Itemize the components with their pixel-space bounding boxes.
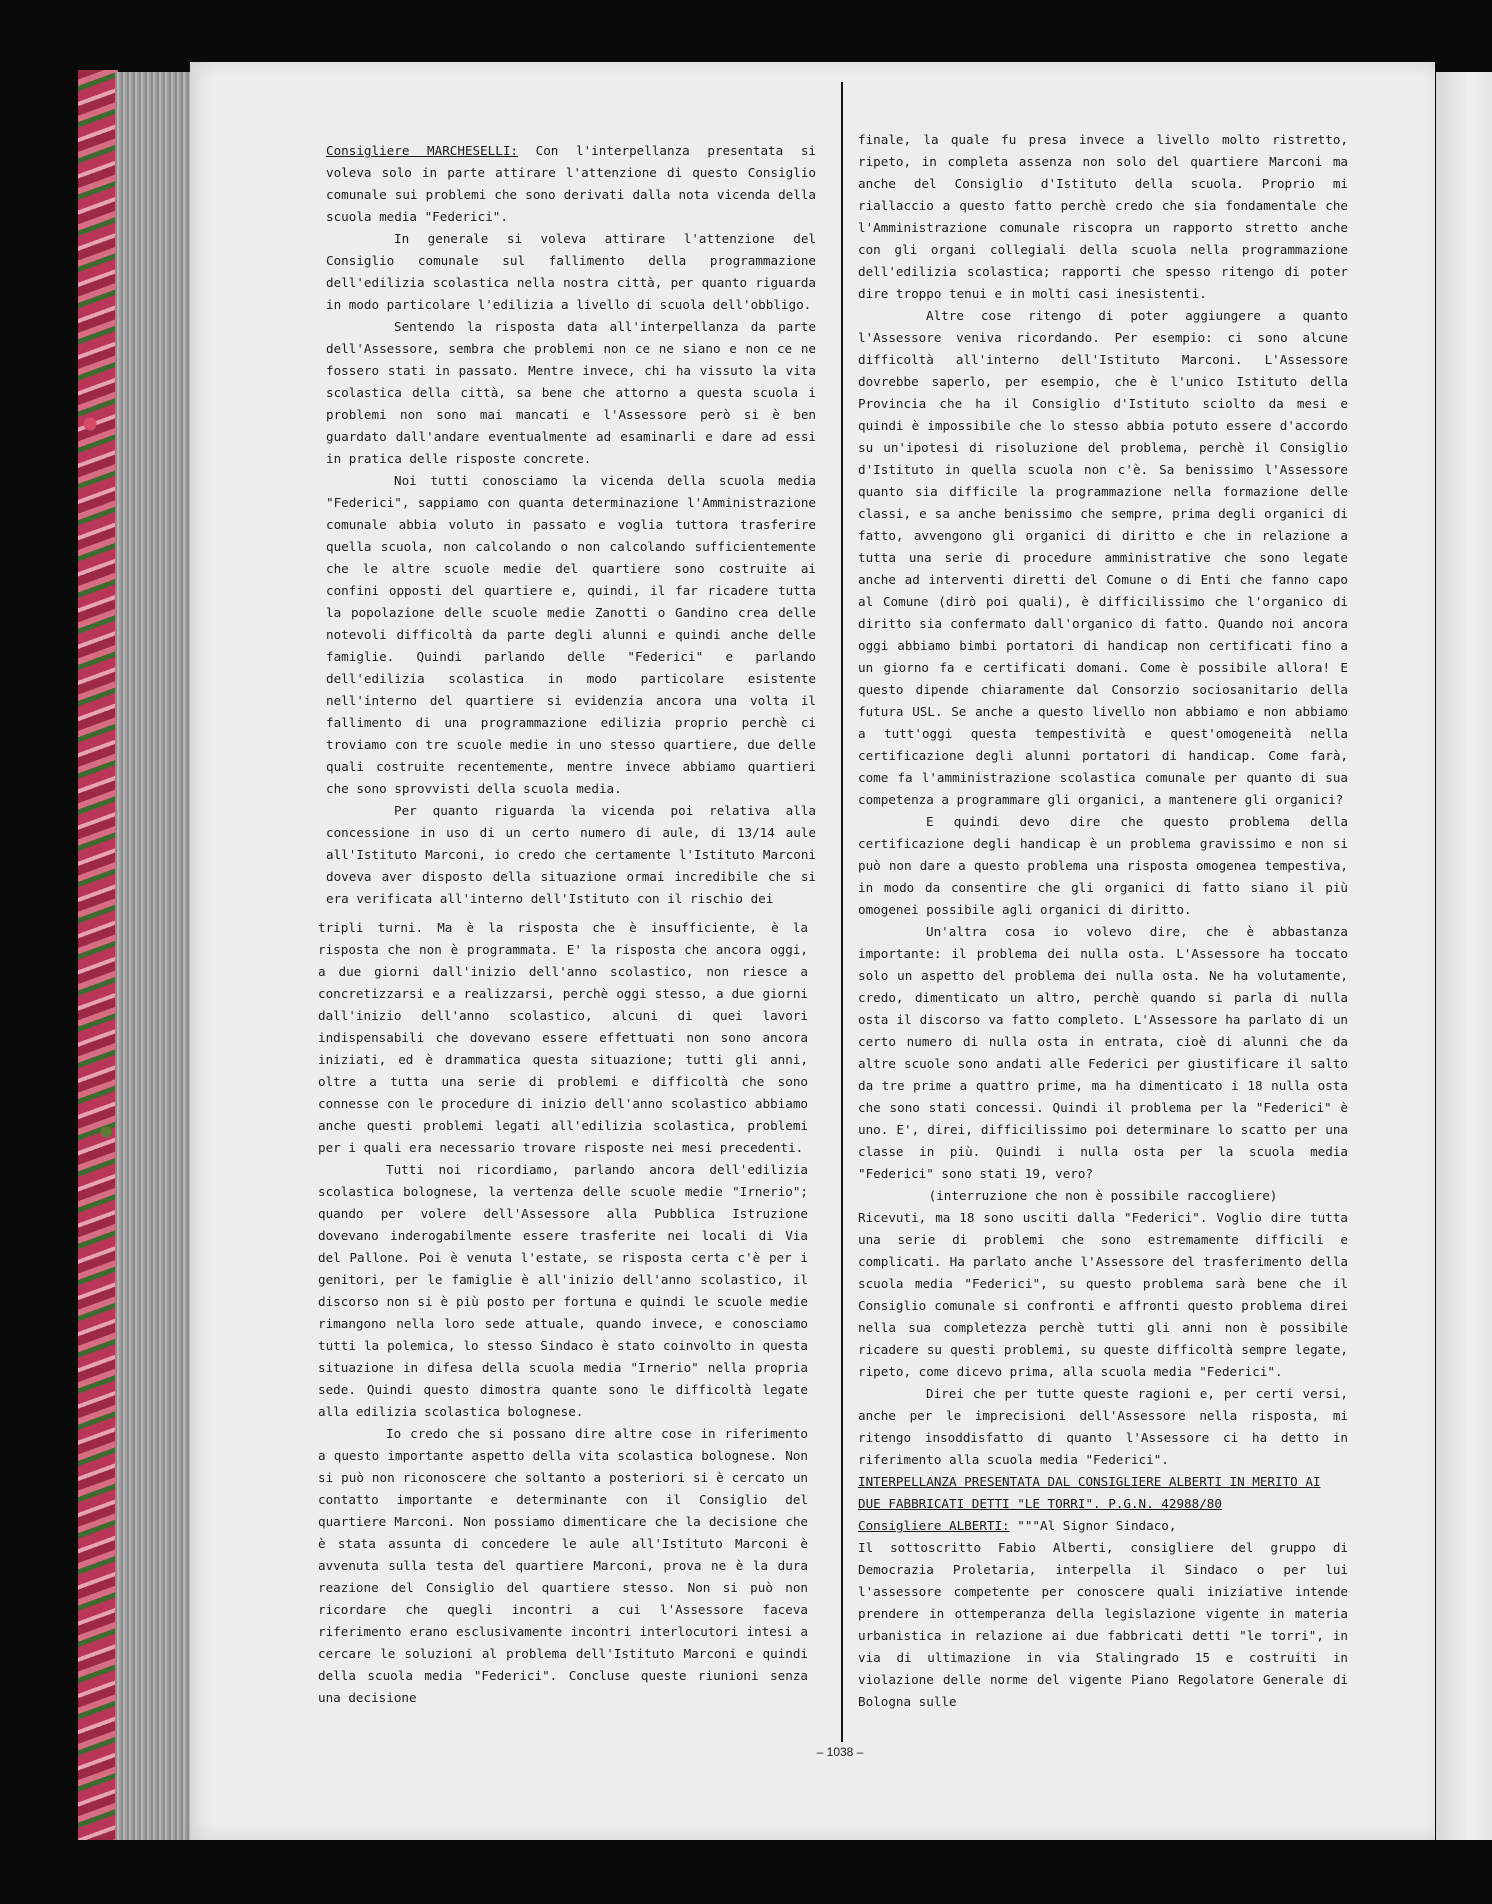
- paragraph-text: Con l'interpellanza presentata si voleva solo in parte attirare l'attenzione di questo Consiglio comunale sui problemi che sono derivati dalla nota vicenda della scuola media "Federici".: [326, 143, 816, 224]
- left-column-bottom: [318, 917, 808, 1709]
- interruption-note: (interruzione che non è possibile raccogliere): [928, 1188, 1278, 1203]
- paragraph: Sentendo la risposta data all'interpellanza da parte dell'Assessore, sembra che problemi non ce ne siano e non ce ne fossero stati in passato. Mentre invece, chi ha vissuto la vita scolastica della città, sa bene che attorno a questa scuola i problemi non sono mai mancati e l'Assessore però si è ben guardato dall'andare eventualmente ad esaminarli e dare ad essi in pratica delle risposte concrete.: [326, 319, 816, 466]
- paragraph: Ricevuti, ma 18 sono usciti dalla "Federici". Voglio dire tutta una serie di problemi che sono estremamente difficili e complicati. Ha parlato anche l'Assessore del trasferimento della scuola media "Federici", su questo problema sarà bene che il Consiglio comunale si confronti e affronti questo problema direi nella sua completezza perchè tutti gli anni non è possibile ricadere su questi problemi, su queste difficoltà sempre legate, ripeto, come dicevo prima, alla scuola media "Federici".: [858, 1210, 1348, 1379]
- paragraph: In generale si voleva attirare l'attenzione del Consiglio comunale sul fallimento della programmazione dell'edilizia scolastica nella nostra città, per quanto riguarda in modo particolare l'edilizia a livello di scuola dell'obbligo.: [326, 231, 816, 312]
- paragraph: finale, la quale fu presa invece a livello molto ristretto, ripeto, in completa assenza non solo del quartiere Marconi ma anche del Consiglio d'Istituto della scuola. Proprio mi riallaccio a questo fatto perchè credo che sia fondamentale che l'Amministrazione comunale riscopra un rapporto stretto anche con gli organi collegiali della scuola nella programmazione dell'edilizia scolastica; rapporti che spesso ritengo di poter dire troppo tenui e in molti casi inesistenti.: [858, 132, 1348, 301]
- paragraph: E quindi devo dire che questo problema della certificazione degli handicap è un problema gravissimo e non si può non dare a questo problema una risposta omogenea tempestiva, in modo da consentire che gli organici di fatto siano il più omogenei possibile agli organici di diritto.: [858, 814, 1348, 917]
- paragraph-text: """Al Signor Sindaco,: [1009, 1518, 1177, 1533]
- paragraph: [858, 1515, 1348, 1537]
- next-page-edge: [1436, 72, 1492, 1840]
- paragraph: tripli turni. Ma è la risposta che è insufficiente, è la risposta che non è programmata. E' la risposta che ancora oggi, a due giorni dall'inizio dell'anno scolastico, non riesce a concretizzarsi e a realizzarsi, perchè oggi stesso, a due giorni dall'inizio dell'anno scolastico, alcuni di quei lavori indispensabili che dovevano essere effettuati non sono ancora iniziati, ed è drammatica questa situazione; tutti gli anni, oltre a tutta una serie di problemi e difficoltà che sono connesse con le procedure di inizio dell'anno scolastico abbiamo anche questi problemi legati all'edilizia scolastica, problemi per i quali era necessario trovare risposte nei mesi precedenti.: [318, 920, 808, 1155]
- paragraph: Io credo che si possano dire altre cose in riferimento a questo importante aspetto della vita scolastica bolognese. Non si può non riconoscere che soltanto a posteriori si è cercato un contatto importante e determinante con il Consiglio del quartiere Marconi. Non possiamo dimenticare che la decisione che è stata assunta di concedere le aule all'Istituto Marconi è avvenuta sulla testa del quartiere Marconi, prova ne è la dura reazione del Consiglio del quartiere stesso. Non si può non ricordare che quegli incontri a cui l'Assessore faceva riferimento erano esclusivamente incontri interlocutori intesi a cercare le soluzioni al problema dell'Istituto Marconi e quindi della scuola media "Federici". Concluse queste riunioni senza una decisione: [318, 1426, 808, 1705]
- left-column-top: [326, 140, 816, 910]
- column-divider: [841, 82, 843, 1742]
- page-number: – 1038 –: [816, 1745, 864, 1759]
- paragraph: Tutti noi ricordiamo, parlando ancora dell'edilizia scolastica bolognese, la vertenza delle scuole medie "Irnerio"; quando per volere dell'Assessore alla Pubblica Istruzione dovevano inderogabilmente essere trasferite nei locali di Via del Pallone. Poi è venuta l'estate, se risposta certa c'è per i genitori, per le famiglie è all'inizio dell'anno scolastico, il discorso non si è più posto per fortuna e quindi le scuole medie rimangono nella loro sede attuale, quando invece, e conosciamo tutti la polemica, lo stesso Sindaco è stato coinvolto in questa situazione in difesa della scuola media "Irnerio" nella propria sede. Quindi questo dimostra quante sono le difficoltà legate alla edilizia scolastica bolognese.: [318, 1162, 808, 1419]
- paragraph: Direi che per tutte queste ragioni e, per certi versi, anche per le imprecisioni dell'Assessore nella risposta, mi ritengo insoddisfatto di quanto l'Assessore ci ha detto in riferimento alla scuola media "Federici".: [858, 1386, 1348, 1467]
- page-stack-edge: [115, 72, 200, 1840]
- right-column: [858, 129, 1348, 1713]
- section-heading: INTERPELLANZA PRESENTATA DAL CONSIGLIERE ALBERTI IN MERITO AI DUE FABBRICATI DETTI "LE TORRI". P.G.N. 42988/80: [858, 1474, 1321, 1511]
- paragraph: [326, 140, 816, 228]
- paragraph: Noi tutti conosciamo la vicenda della scuola media "Federici", sappiamo con quanta determinazione l'Amministrazione comunale abbia voluto in passato e voglia tuttora trasferire quella scuola, non calcolando o non calcolando sufficientemente che le altre scuole medie del quartiere sono costruite ai confini opposti del quartiere e, quindi, il far ricadere tutta la popolazione delle scuole medie Zanotti o Gandino crea delle notevoli difficoltà da parte degli alunni e quindi anche delle famiglie. Quindi parlando delle "Federici" e parlando dell'edilizia scolastica in modo particolare esistente nell'interno del quartiere si evidenzia ancora una volta il fallimento di una programmazione edilizia proprio perchè ci troviamo con tre scuole medie in uno stesso quartiere, due delle quali costruite recentemente, mentre invece abbiamo quartieri che sono sprovvisti della scuola media.: [326, 473, 816, 796]
- paragraph: Per quanto riguarda la vicenda poi relativa alla concessione in uso di un certo numero di aule, di 13/14 aule all'Istituto Marconi, io credo che certamente l'Istituto Marconi doveva aver disposto della situazione ormai incredibile che si era verificata all'interno dell'Istituto con il rischio dei: [326, 803, 816, 906]
- book-binding: [78, 70, 118, 1840]
- paragraph: Il sottoscritto Fabio Alberti, consigliere del gruppo di Democrazia Proletaria, interpella il Sindaco o per lui l'assessore competente per conoscere quali iniziative intende prendere in ottemperanza della legislazione vigente in materia urbanistica in relazione ai due fabbricati detti "le torri", in via di ultimazione in via Stalingrado 15 e costruiti in violazione delle norme del vigente Piano Regolatore Generale di Bologna sulle: [858, 1540, 1348, 1709]
- speaker-name: Consigliere ALBERTI:: [858, 1518, 1010, 1533]
- speaker-name: Consigliere MARCHESELLI:: [326, 143, 519, 158]
- paragraph: Altre cose ritengo di poter aggiungere a quanto l'Assessore veniva ricordando. Per esempio: ci sono alcune difficoltà all'interno dell'Istituto Marconi. L'Assessore dovrebbe saperlo, per esempio, che è l'unico Istituto della Provincia che ha il Consiglio d'Istituto sciolto da mesi e quindi è impossibile che lo stesso abbia potuto essere d'accordo su un'ipotesi di risoluzione del problema, perchè il Consiglio d'Istituto in quella scuola non c'è. Sa benissimo l'Assessore quanto sia difficile la programmazione nella formazione delle classi, e sa anche benissimo che sempre, prima degli organici di fatto, avvengono gli organici di diritto e che in relazione a tutta una serie di procedure amministrative che sono legate anche ad interventi diretti del Comune o di Enti che fanno capo al Comune (dirò poi quali), è difficilissimo che l'organico di diritto sia confermato dall'organico di fatto. Quando noi ancora oggi abbiamo bimbi portatori di handicap non certificati fino a un giorno fa e certificati domani. Come è possibile allora! E questo dipende chiaramente dal Consorzio sociosanitario della futura USL. Se anche a questo livello non abbiamo e non abbiamo a tutt'oggi questa tempestività e quest'omogeneità nella certificazione degli alunni portatori di handicap. Come farà, come fa l'amministrazione scolastica comunale per quanto di sua competenza a programmare gli organici, a mantenere gli organici?: [858, 308, 1348, 807]
- paragraph: Un'altra cosa io volevo dire, che è abbastanza importante: il problema dei nulla osta. L'Assessore ha toccato solo un aspetto del problema dei nulla osta. Ne ha volutamente, credo, dimenticato un altro, perchè quando si parla di nulla osta il discorso va fatto completo. L'Assessore ha parlato di un certo numero di nulla osta in entrata, cioè di alunni che da altre scuole sono andati alle Federici per giustificare il salto da tre prime a quattro prime, ma ha dimenticato i 18 nulla osta che sono stati concessi. Quindi il problema per la "Federici" è uno. E', direi, difficilissimo poi determinare lo scatto per una classe in più. Quindi i nulla osta per la scuola media "Federici" sono stati 19, vero?: [858, 924, 1348, 1181]
